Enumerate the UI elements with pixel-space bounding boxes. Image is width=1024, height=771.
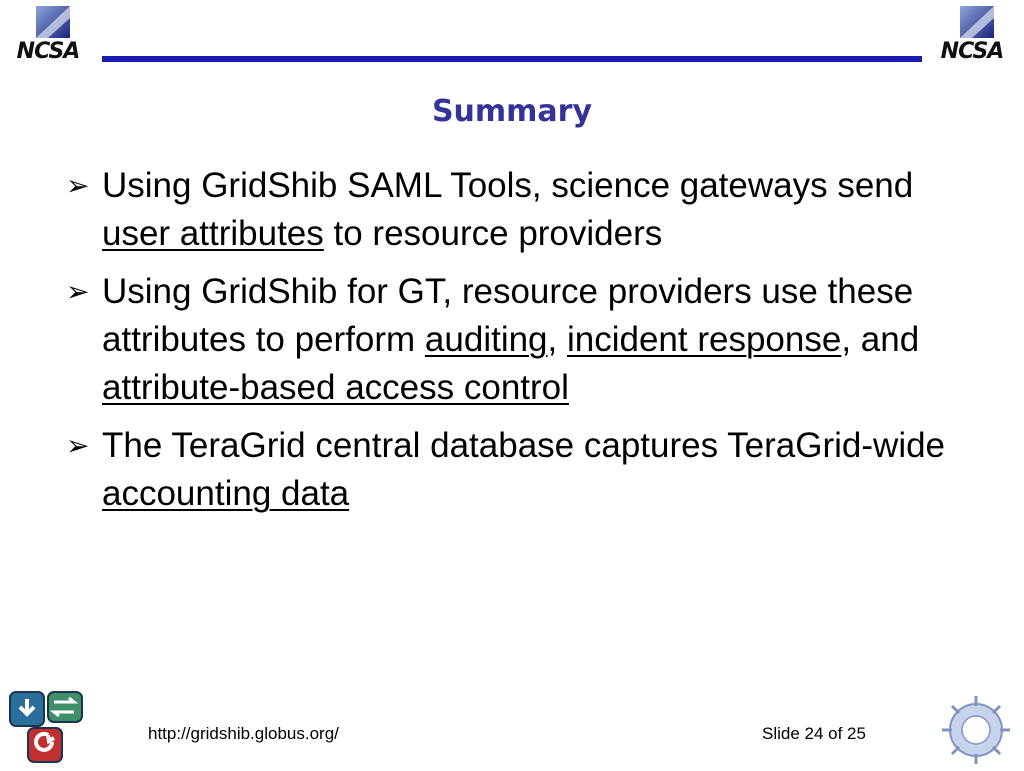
ncsa-emblem-icon xyxy=(930,4,1014,40)
bullet-text: to resource providers xyxy=(323,214,663,253)
bullet-text: The TeraGrid central database captures TeraGrid-wide xyxy=(102,426,946,465)
bullet-text: , xyxy=(547,320,567,359)
ncsa-logo-right xyxy=(930,4,1014,62)
slide-number: Slide 24 of 25 xyxy=(762,724,866,743)
globus-logo xyxy=(8,690,86,764)
header-rule xyxy=(102,56,922,62)
nsf-logo xyxy=(940,694,1012,766)
ncsa-emblem-icon xyxy=(6,4,90,40)
nsf-seal-icon xyxy=(940,694,1012,766)
bullet-text: , and xyxy=(841,320,920,359)
bullet-item xyxy=(66,268,966,412)
bullet-list xyxy=(66,162,966,528)
underlined-term: accounting data xyxy=(102,474,350,513)
ncsa-wordmark-right: NCSA xyxy=(940,39,1004,64)
ncsa-logo-left xyxy=(6,4,90,62)
ncsa-wordmark-left: NCSA xyxy=(16,39,80,64)
underlined-term: user attributes xyxy=(102,214,324,253)
arrow-bullet-icon: ➢ xyxy=(66,276,90,307)
bullet-item xyxy=(66,162,966,258)
footer-url: http://gridshib.globus.org/ xyxy=(148,724,339,743)
bullet-text: Using GridShib SAML Tools, science gateways send xyxy=(102,166,914,205)
bullet-item xyxy=(66,422,966,518)
underlined-term: attribute-based access control xyxy=(102,368,569,407)
bullet-text: Using GridShib for GT, resource providers use these attributes to perform xyxy=(102,272,914,359)
slide-title: Summary xyxy=(431,94,593,129)
underlined-term: incident response xyxy=(566,320,842,359)
underlined-term: auditing xyxy=(424,320,548,359)
arrow-bullet-icon: ➢ xyxy=(66,170,90,201)
arrow-bullet-icon: ➢ xyxy=(66,430,90,461)
globus-toolkit-icon xyxy=(8,690,86,764)
